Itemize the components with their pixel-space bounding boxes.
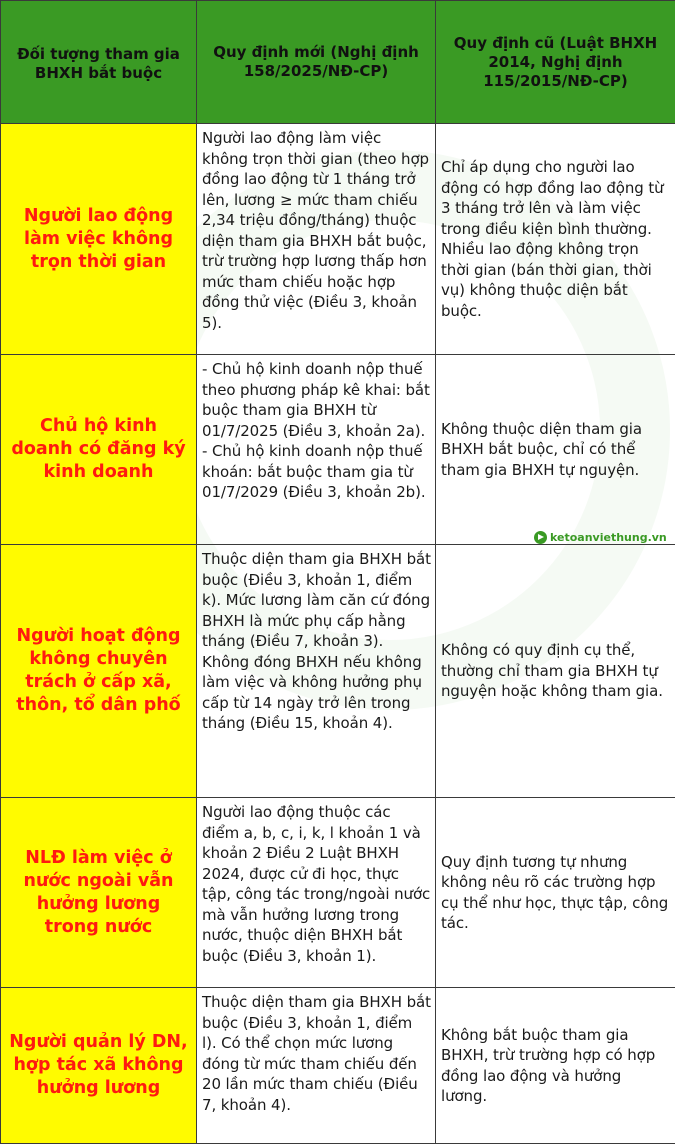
row-new-regulation: Người lao động thuộc các điểm a, b, c, i, k, l khoản 1 và khoản 2 Điều 2 Luật BHXH 2024, được cử đi học, thực tập, công tác trong/ngoài nước mà vẫn hưởng lương trong nước, thuộc diện BHXH bắt buộc (Điều 3, khoản 1). — [197, 798, 436, 988]
row-subject: Người lao động làm việc không trọn thời gian — [1, 124, 197, 355]
table-row — [1, 545, 675, 798]
header-old-regulation: Quy định cũ (Luật BHXH 2014, Nghị định 115/2015/NĐ-CP) — [436, 1, 675, 124]
row-subject: NLĐ làm việc ở nước ngoài vẫn hưởng lương trong nước — [1, 798, 197, 988]
row-old-regulation: Quy định tương tự nhưng không nêu rõ các trường hợp cụ thể như học, thực tập, công tác. — [436, 798, 675, 988]
table-row — [1, 124, 675, 355]
row-new-regulation: Người lao động làm việc không trọn thời gian (theo hợp đồng lao động từ 1 tháng trở lên, lương ≥ mức tham chiếu 2,34 triệu đồng/tháng) thuộc diện tham gia BHXH bắt buộc, trừ trường hợp lương thấp hơn mức tham chiếu hoặc hợp đồng thử việc (Điều 3, khoản 5). — [197, 124, 436, 355]
table-row — [1, 988, 675, 1144]
row-new-regulation: - Chủ hộ kinh doanh nộp thuế theo phương pháp kê khai: bắt buộc tham gia BHXH từ 01/7/2025 (Điều 3, khoản 2a). - Chủ hộ kinh doanh nộp thuế khoán: bắt buộc tham gia từ 01/7/2029 (Điều 3, khoản 2b). — [197, 355, 436, 545]
header-subject: Đối tượng tham gia BHXH bắt buộc — [1, 1, 197, 124]
table-row — [1, 355, 675, 545]
header-new-regulation: Quy định mới (Nghị định 158/2025/NĐ-CP) — [197, 1, 436, 124]
row-old-regulation: Không thuộc diện tham gia BHXH bắt buộc, chỉ có thể tham gia BHXH tự nguyện. — [436, 355, 675, 545]
row-subject: Người quản lý DN, hợp tác xã không hưởng lương — [1, 988, 197, 1144]
row-new-regulation: Thuộc diện tham gia BHXH bắt buộc (Điều 3, khoản 1, điểm k). Mức lương làm căn cứ đóng BHXH là mức phụ cấp hằng tháng (Điều 7, khoản 3). Không đóng BHXH nếu không làm việc và không hưởng phụ cấp từ 14 ngày trở lên trong tháng (Điều 15, khoản 4). — [197, 545, 436, 798]
row-new-regulation: Thuộc diện tham gia BHXH bắt buộc (Điều 3, khoản 1, điểm l). Có thể chọn mức lương đóng từ mức tham chiếu đến 20 lần mức tham chiếu (Điều 7, khoản 4). — [197, 988, 436, 1144]
row-old-regulation: Không có quy định cụ thể, thường chỉ tham gia BHXH tự nguyện hoặc không tham gia. — [436, 545, 675, 798]
table-row — [1, 798, 675, 988]
table-header-row — [1, 1, 675, 124]
play-logo-icon — [534, 531, 547, 544]
row-subject: Người hoạt động không chuyên trách ở cấp xã, thôn, tổ dân phố — [1, 545, 197, 798]
row-old-regulation: Chỉ áp dụng cho người lao động có hợp đồng lao động từ 3 tháng trở lên và làm việc trong điều kiện bình thường. Nhiều lao động không trọn thời gian (bán thời gian, thời vụ) không thuộc diện bắt buộc. — [436, 124, 675, 355]
row-subject: Chủ hộ kinh doanh có đăng ký kinh doanh — [1, 355, 197, 545]
row-old-regulation: Không bắt buộc tham gia BHXH, trừ trường hợp có hợp đồng lao động và hưởng lương. — [436, 988, 675, 1144]
watermark-text: ketoanviethung.vn — [550, 531, 667, 544]
site-watermark — [534, 531, 667, 544]
